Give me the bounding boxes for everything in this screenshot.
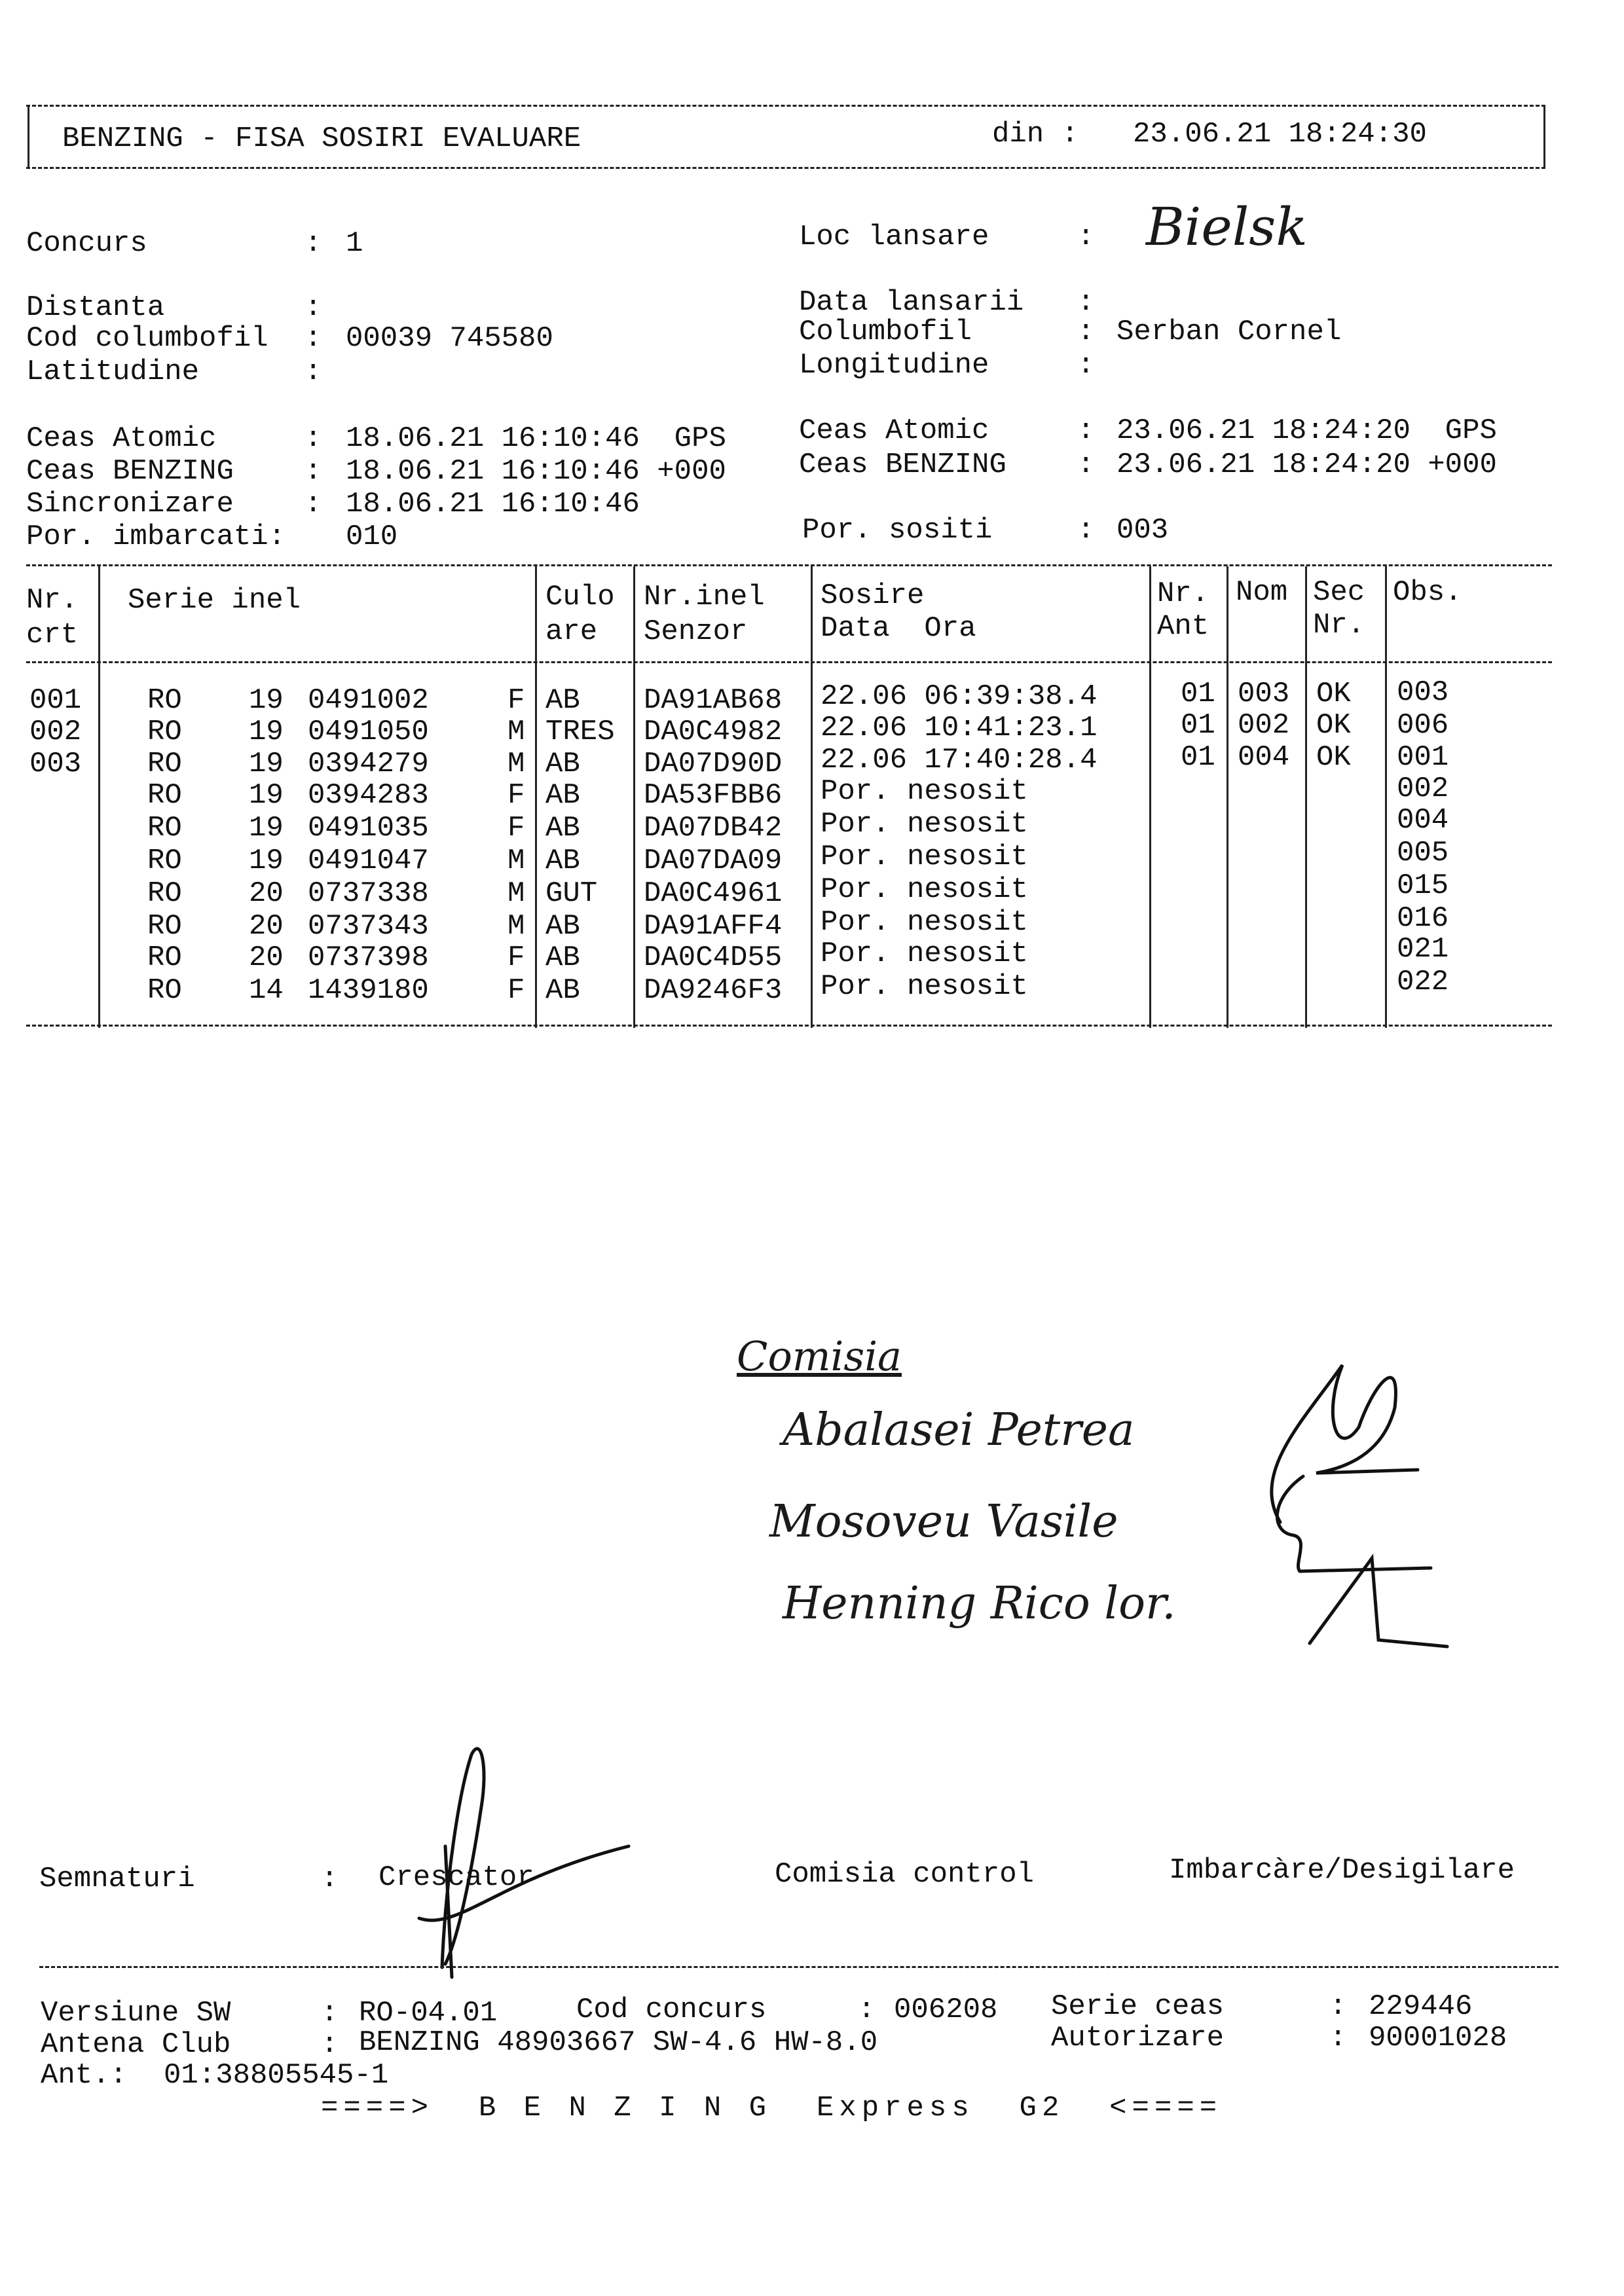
cod-concurs-label: Cod concurs	[576, 1994, 767, 2026]
antena-club-colon: :	[321, 2028, 339, 2061]
cell-obs: 016	[1397, 902, 1449, 935]
autorizare-value: 90001028	[1369, 2022, 1507, 2054]
cell-tara: RO	[147, 941, 182, 974]
cell-sex: M	[507, 716, 525, 748]
cell-an: 19	[249, 812, 284, 845]
header-nom: Nom	[1236, 576, 1288, 609]
cell-senzor: DA0C4982	[644, 716, 783, 748]
cell-culoare: AB	[545, 974, 580, 1007]
header-sosire: Data Ora	[821, 612, 976, 645]
loc-lansare-colon: :	[1077, 221, 1095, 253]
cell-culoare: AB	[545, 845, 580, 877]
cell-an: 19	[249, 845, 284, 877]
cell-sosire: 22.06 17:40:28.4	[821, 744, 1098, 776]
cell-sosire: Por. nesosit	[821, 873, 1028, 906]
distanta-colon: :	[304, 291, 322, 324]
header-sec-nr: Nr.	[1313, 609, 1365, 642]
din-label: din :	[992, 118, 1079, 151]
longitudine-label: Longitudine	[799, 349, 989, 382]
cell-ant: 01	[1181, 678, 1215, 710]
cell-senzor: DA91AFF4	[644, 910, 783, 943]
cell-an: 19	[249, 779, 284, 812]
cod-concurs-colon: :	[858, 1994, 876, 2026]
cell-nom: 002	[1238, 709, 1290, 742]
cell-senzor: DA91AB68	[644, 684, 783, 717]
header-nr-crt: crt	[26, 619, 79, 651]
cell-an: 19	[249, 716, 284, 748]
cell-obs: 001	[1397, 741, 1449, 774]
cell-tara: RO	[147, 812, 182, 845]
cell-tara: RO	[147, 974, 182, 1007]
sincronizare-label: Sincronizare	[26, 488, 234, 520]
header-senzor: Nr.inel	[644, 581, 765, 613]
ceas-atomic-colon-left: :	[304, 422, 322, 455]
ant-label: Ant.:	[41, 2059, 128, 2092]
cell-sosire: Por. nesosit	[821, 970, 1028, 1003]
cell-an: 20	[249, 877, 284, 910]
cell-obs: 004	[1397, 804, 1449, 837]
cell-sec: OK	[1316, 709, 1351, 742]
cell-obs: 005	[1397, 837, 1449, 869]
cell-obs: 022	[1397, 966, 1449, 998]
header-nr-crt: Nr.	[26, 584, 79, 617]
benzing-banner: ====> B E N Z I N G Express G2 <====	[321, 2092, 1223, 2124]
cell-senzor: DA0C4D55	[644, 941, 783, 974]
cell-an: 19	[249, 684, 284, 717]
semnaturi-label: Semnaturi	[39, 1863, 195, 1895]
handwritten-comisia: Comisia	[737, 1332, 902, 1380]
header-nr-ant: Ant	[1157, 610, 1209, 643]
header-nr-ant: Nr.	[1157, 577, 1209, 610]
por-sositi-colon: :	[1077, 514, 1095, 547]
handwritten-name: Mosoveu Vasile	[769, 1496, 1118, 1548]
distanta-label: Distanta	[26, 291, 165, 324]
cell-culoare: AB	[545, 779, 580, 812]
cell-sec: OK	[1316, 678, 1351, 710]
columbofil-colon: :	[1077, 316, 1095, 348]
cell-nr: 0394279	[308, 748, 429, 780]
cell-senzor: DA07D90D	[644, 748, 783, 780]
ceas-benzing-label-right: Ceas BENZING	[799, 448, 1006, 481]
cell-crt: 003	[29, 748, 82, 780]
ceas-atomic-label-right: Ceas Atomic	[799, 414, 989, 447]
cell-tara: RO	[147, 779, 182, 812]
serie-ceas-value: 229446	[1369, 1990, 1473, 2023]
cell-tara: RO	[147, 716, 182, 748]
cell-sex: M	[507, 748, 525, 780]
cell-tara: RO	[147, 748, 182, 780]
cod-concurs-value: 006208	[894, 1994, 998, 2026]
cell-nr: 0491047	[308, 845, 429, 877]
cell-senzor: DA0C4961	[644, 877, 783, 910]
cell-sosire: Por. nesosit	[821, 906, 1028, 939]
serie-ceas-label: Serie ceas	[1051, 1990, 1225, 2023]
antena-club-value: BENZING 48903667 SW-4.6 HW-8.0	[359, 2026, 878, 2059]
cell-culoare: AB	[545, 748, 580, 780]
cell-sex: F	[507, 974, 525, 1007]
cell-senzor: DA53FBB6	[644, 779, 783, 812]
loc-lansare-label: Loc lansare	[799, 221, 989, 253]
cell-sosire: Por. nesosit	[821, 775, 1028, 808]
cell-nr: 0737343	[308, 910, 429, 943]
cod-columbofil-colon: :	[304, 322, 322, 355]
cell-sex: M	[507, 877, 525, 910]
header-obs: Obs.	[1393, 576, 1462, 609]
cell-nom: 003	[1238, 678, 1290, 710]
columbofil-value: Serban Cornel	[1116, 316, 1342, 348]
cell-tara: RO	[147, 877, 182, 910]
cell-obs: 015	[1397, 869, 1449, 902]
header-sosire: Sosire	[821, 579, 925, 612]
ceas-atomic-label-left: Ceas Atomic	[26, 422, 217, 455]
cell-obs: 021	[1397, 933, 1449, 966]
cell-culoare: TRES	[545, 716, 615, 748]
cell-culoare: AB	[545, 910, 580, 943]
header-senzor: Senzor	[644, 615, 748, 648]
longitudine-colon: :	[1077, 349, 1095, 382]
signature-mark	[419, 1749, 629, 1977]
ceas-atomic-value-right: 23.06.21 18:24:20 GPS	[1116, 414, 1497, 447]
cell-sosire: 22.06 06:39:38.4	[821, 680, 1098, 713]
ceas-benzing-value-left: 18.06.21 16:10:46 +000	[346, 455, 726, 488]
cell-obs: 006	[1397, 709, 1449, 742]
autorizare-label: Autorizare	[1051, 2022, 1225, 2054]
ant-value: 01:38805545-1	[164, 2059, 389, 2092]
cell-sex: M	[507, 910, 525, 943]
cell-tara: RO	[147, 910, 182, 943]
cell-sosire: Por. nesosit	[821, 841, 1028, 873]
cell-an: 20	[249, 910, 284, 943]
cell-senzor: DA07DA09	[644, 845, 783, 877]
latitudine-label: Latitudine	[26, 355, 200, 388]
ceas-benzing-label-left: Ceas BENZING	[26, 455, 234, 488]
cell-obs: 003	[1397, 676, 1449, 709]
por-imbarcati-label: Por. imbarcati:	[26, 520, 286, 553]
autorizare-colon: :	[1329, 2022, 1347, 2054]
data-lansarii-label: Data lansarii	[799, 286, 1024, 319]
cell-an: 20	[249, 941, 284, 974]
cell-sex: M	[507, 845, 525, 877]
crescator-label: Crescator	[378, 1861, 534, 1894]
cod-columbofil-label: Cod columbofil	[26, 322, 268, 355]
cell-tara: RO	[147, 684, 182, 717]
cell-culoare: AB	[545, 812, 580, 845]
cell-nr: 0394283	[308, 779, 429, 812]
data-lansarii-colon: :	[1077, 286, 1095, 319]
cell-ant: 01	[1181, 709, 1215, 742]
semnaturi-colon: :	[321, 1863, 339, 1895]
cell-sosire: Por. nesosit	[821, 938, 1028, 970]
cell-an: 19	[249, 748, 284, 780]
cell-an: 14	[249, 974, 284, 1007]
ceas-benzing-value-right: 23.06.21 18:24:20 +000	[1116, 448, 1497, 481]
footer-top-border	[39, 1966, 1559, 1968]
signature-mark	[1277, 1476, 1431, 1571]
cell-nr: 0491002	[308, 684, 429, 717]
concurs-label: Concurs	[26, 227, 147, 260]
header-sec-nr: Sec	[1313, 576, 1365, 609]
sincronizare-colon: :	[304, 488, 322, 520]
cell-culoare: AB	[545, 941, 580, 974]
por-sositi-value: 003	[1116, 514, 1169, 547]
cell-crt: 001	[29, 684, 82, 717]
concurs-value: 1	[346, 227, 363, 260]
din-value: 23.06.21 18:24:30	[1133, 118, 1427, 151]
ceas-atomic-value-left: 18.06.21 16:10:46 GPS	[346, 422, 726, 455]
comisia-control-label: Comisia control	[775, 1858, 1035, 1891]
header-culoare: are	[545, 615, 598, 648]
loc-lansare-value: Bielsk	[1146, 196, 1308, 257]
cell-nr: 0491050	[308, 716, 429, 748]
cell-nom: 004	[1238, 741, 1290, 774]
signature-mark	[1272, 1365, 1418, 1522]
cell-nr: 0737398	[308, 941, 429, 974]
cell-nr: 0737338	[308, 877, 429, 910]
cod-columbofil-value: 00039 745580	[346, 322, 553, 355]
cell-culoare: AB	[545, 684, 580, 717]
latitudine-colon: :	[304, 355, 322, 388]
cell-sec: OK	[1316, 741, 1351, 774]
handwritten-name: Abalasei Petrea	[783, 1404, 1135, 1456]
versiune-colon: :	[321, 1997, 339, 2030]
cell-ant: 01	[1181, 741, 1215, 774]
header-serie-inel: Serie inel	[128, 584, 301, 617]
versiune-label: Versiune SW	[41, 1997, 231, 2030]
cell-sosire: Por. nesosit	[821, 808, 1028, 841]
sincronizare-value: 18.06.21 16:10:46	[346, 488, 640, 520]
cell-obs: 002	[1397, 773, 1449, 805]
cell-senzor: DA07DB42	[644, 812, 783, 845]
ceas-benzing-colon-left: :	[304, 455, 322, 488]
handwritten-name: Henning Rico lor.	[783, 1578, 1176, 1630]
cell-sex: F	[507, 941, 525, 974]
por-sositi-label: Por. sositi	[802, 514, 993, 547]
cell-sex: F	[507, 684, 525, 717]
cell-sosire: 22.06 10:41:23.1	[821, 712, 1098, 744]
imbarcare-label: Imbarcàre/Desigilare	[1169, 1854, 1515, 1887]
serie-ceas-colon: :	[1329, 1990, 1347, 2023]
cell-crt: 002	[29, 716, 82, 748]
ceas-atomic-colon-right: :	[1077, 414, 1095, 447]
cell-tara: RO	[147, 845, 182, 877]
cell-senzor: DA9246F3	[644, 974, 783, 1007]
header-culoare: Culo	[545, 581, 615, 613]
columbofil-label: Columbofil	[799, 316, 972, 348]
cell-nr: 0491035	[308, 812, 429, 845]
antena-club-label: Antena Club	[41, 2028, 231, 2061]
ceas-benzing-colon-right: :	[1077, 448, 1095, 481]
por-imbarcati-value: 010	[346, 520, 398, 553]
cell-sex: F	[507, 779, 525, 812]
cell-nr: 1439180	[308, 974, 429, 1007]
concurs-colon: :	[304, 227, 322, 260]
versiune-value: RO-04.01	[359, 1997, 498, 2030]
cell-sex: F	[507, 812, 525, 845]
document-title: BENZING - FISA SOSIRI EVALUARE	[62, 122, 581, 155]
cell-culoare: GUT	[545, 877, 598, 910]
